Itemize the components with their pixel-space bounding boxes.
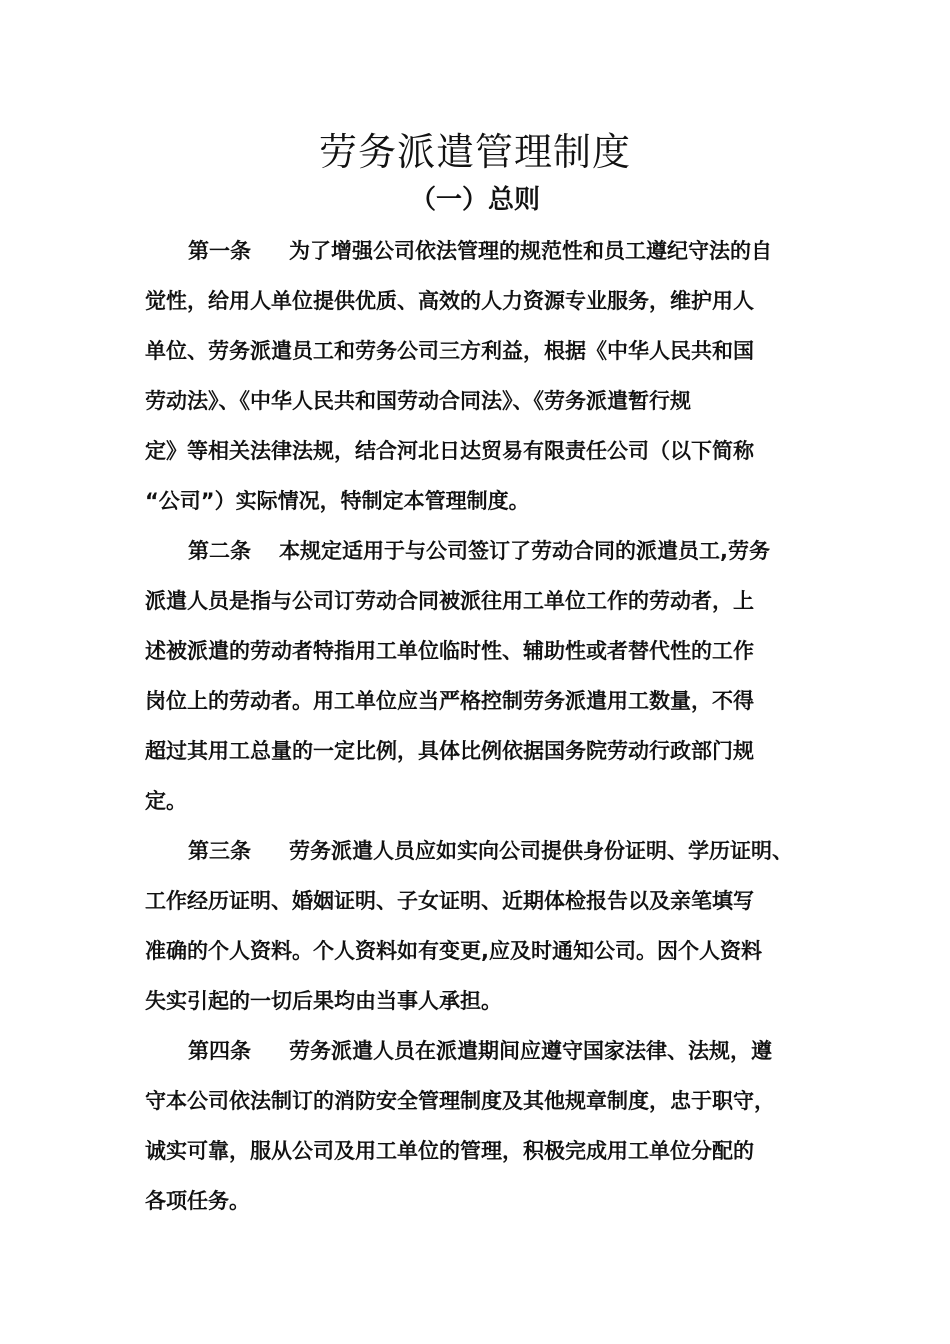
article-4-line-2: 守本公司依法制订的消防安全管理制度及其他规章制度，忠于职守， [145, 1089, 775, 1113]
article-4-text: 劳务派遣人员在派遣期间应遵守国家法律、法规，遵 [289, 1039, 772, 1063]
document-body [145, 226, 810, 1226]
article-2-line-5: 超过其用工总量的一定比例，具体比例依据国务院劳动行政部门规 [145, 739, 754, 763]
document-title: 劳务派遣管理制度 [318, 130, 631, 174]
article-2-line-6: 定。 [145, 789, 187, 813]
article-1-line-5: 定》等相关法律法规，结合河北日达贸易有限责任公司（以下简称 [145, 439, 754, 463]
article-1-line-4: 劳动法》、《中华人民共和国劳动合同法》、《劳务派遣暂行规 [145, 389, 691, 413]
article-1-line-1 [145, 226, 810, 276]
article-2-text: 本规定适用于与公司签订了劳动合同的派遣员工,劳务 [279, 539, 770, 563]
article-1-text: 为了增强公司依法管理的规范性和员工遵纪守法的自 [289, 239, 772, 263]
article-2-line-2: 派遣人员是指与公司订劳动合同被派往用工单位工作的劳动者，上 [145, 589, 754, 613]
article-1-line-2: 觉性，给用人单位提供优质、高效的人力资源专业服务，维护用人 [145, 289, 754, 313]
article-2-line-3: 述被派遣的劳动者特指用工单位临时性、辅助性或者替代性的工作 [145, 639, 754, 663]
article-3-line-3: 准确的个人资料。个人资料如有变更,应及时通知公司。因个人资料 [145, 939, 762, 963]
article-3-line-1 [145, 826, 810, 876]
article-4-label: 第四条 [188, 1039, 251, 1063]
article-3-line-4: 失实引起的一切后果均由当事人承担。 [145, 989, 502, 1013]
article-4-line-1 [145, 1026, 810, 1076]
article-4-line-3: 诚实可靠，服从公司及用工单位的管理，积极完成用工单位分配的 [145, 1139, 754, 1163]
article-1-line-3: 单位、劳务派遣员工和劳务公司三方利益，根据《中华人民共和国 [145, 339, 754, 363]
section-heading: （一）总则 [409, 185, 540, 215]
article-1-line-6: “公司”）实际情况，特制定本管理制度。 [145, 489, 530, 513]
article-4-line-4: 各项任务。 [145, 1189, 250, 1213]
article-3-text: 劳务派遣人员应如实向公司提供身份证明、学历证明、 [289, 839, 793, 863]
article-3-label: 第三条 [188, 839, 251, 863]
article-2-line-4: 岗位上的劳动者。用工单位应当严格控制劳务派遣用工数量，不得 [145, 689, 754, 713]
article-2-line-1 [145, 526, 810, 576]
article-3-line-2: 工作经历证明、婚姻证明、子女证明、近期体检报告以及亲笔填写 [145, 889, 754, 913]
article-1-label: 第一条 [188, 239, 251, 263]
article-2-label: 第二条 [188, 539, 251, 563]
